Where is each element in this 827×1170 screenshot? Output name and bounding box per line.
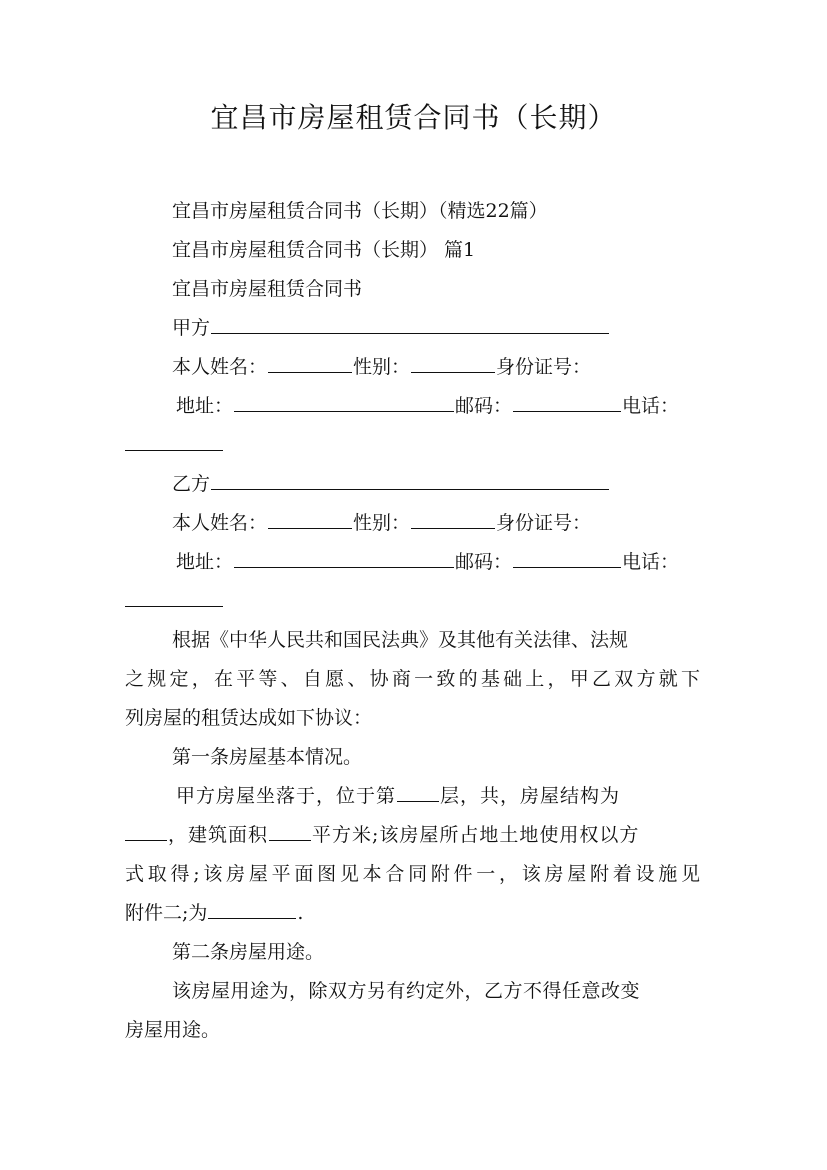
- party-a-address-line: [176, 393, 679, 419]
- area-blank: [269, 822, 311, 841]
- document-title: 宜昌市房屋租赁合同书（长期）: [210, 101, 617, 134]
- section-heading: 宜昌市房屋租赁合同书（长期） 篇1: [172, 239, 476, 261]
- party-a-info-line: [172, 354, 591, 380]
- party-b-info-line: [172, 510, 591, 536]
- article-1-attachment-suffix: .: [297, 902, 304, 924]
- party-b-phone-blank: [125, 588, 223, 607]
- contract-name: 宜昌市房屋租赁合同书: [172, 278, 363, 300]
- article-1-line-4: [125, 900, 303, 926]
- party-b-id-label: 身份证号：: [496, 512, 592, 534]
- party-b-gender-label: 性别：: [353, 512, 411, 534]
- party-b-address-blank: [234, 549, 454, 568]
- party-b-name-label: 本人姓名：: [172, 512, 268, 534]
- floor-blank: [397, 783, 439, 802]
- party-a-gender-blank: [411, 354, 495, 373]
- party-b-label: 乙方: [172, 473, 211, 495]
- party-b-address-line: [176, 549, 679, 575]
- party-a-label: 甲方: [172, 317, 211, 339]
- party-a-postcode-blank: [513, 393, 621, 412]
- party-a-phone-label: 电话：: [622, 395, 680, 417]
- intro-line-3: 列房屋的租赁达成如下协议：: [125, 707, 373, 729]
- party-b-gender-blank: [411, 510, 495, 529]
- party-a-address-blank: [234, 393, 454, 412]
- party-b-address-label: 地址：: [176, 551, 234, 573]
- article-2-line-1: 该房屋用途为，除双方另有约定外，乙方不得任意改变: [172, 980, 641, 1002]
- subtitle: 宜昌市房屋租赁合同书（长期）（精选22篇）: [172, 200, 548, 222]
- party-a-gender-label: 性别：: [353, 356, 411, 378]
- article-1-line-1: [176, 783, 620, 809]
- party-b-line: [172, 471, 610, 497]
- party-b-blank: [211, 471, 609, 490]
- article-1-floor-suffix: 层，共，房屋结构为: [440, 785, 621, 807]
- intro-line-1: 根据《中华人民共和国民法典》及其他有关法律、法规: [172, 629, 629, 651]
- party-b-postcode-label: 邮码：: [455, 551, 513, 573]
- party-b-postcode-blank: [513, 549, 621, 568]
- party-a-address-label: 地址：: [176, 395, 234, 417]
- article-1-area-suffix: 平方米;该房屋所占地土地使用权以方: [312, 824, 640, 846]
- article-1-area-prefix: ，建筑面积: [168, 824, 269, 846]
- party-a-phone-line: [125, 432, 223, 458]
- article-2-line-2: 房屋用途。: [125, 1019, 221, 1041]
- article-1-attachment-prefix: 附件二;为: [125, 902, 208, 924]
- attachment-blank: [208, 900, 296, 919]
- article-2-title: 第二条房屋用途。: [172, 941, 325, 963]
- party-a-name-label: 本人姓名：: [172, 356, 268, 378]
- article-1-floor-prefix: 甲方房屋坐落于，位于第: [176, 785, 397, 807]
- article-1-title: 第一条房屋基本情况。: [172, 746, 363, 768]
- party-a-line: [172, 315, 610, 341]
- party-a-id-label: 身份证号：: [496, 356, 592, 378]
- article-1-line-2: [125, 822, 639, 848]
- party-a-postcode-label: 邮码：: [455, 395, 513, 417]
- article-1-line-3: 式取得;该房屋平面图见本合同附件一，该房屋附着设施见: [125, 863, 700, 885]
- intro-line-2: 之规定，在平等、自愿、协商一致的基础上，甲乙双方就下: [125, 668, 700, 690]
- party-b-phone-label: 电话：: [622, 551, 680, 573]
- structure-blank: [125, 822, 167, 841]
- party-b-phone-line: [125, 588, 223, 614]
- party-b-name-blank: [268, 510, 352, 529]
- party-a-name-blank: [268, 354, 352, 373]
- party-a-blank: [211, 315, 609, 334]
- party-a-phone-blank: [125, 432, 223, 451]
